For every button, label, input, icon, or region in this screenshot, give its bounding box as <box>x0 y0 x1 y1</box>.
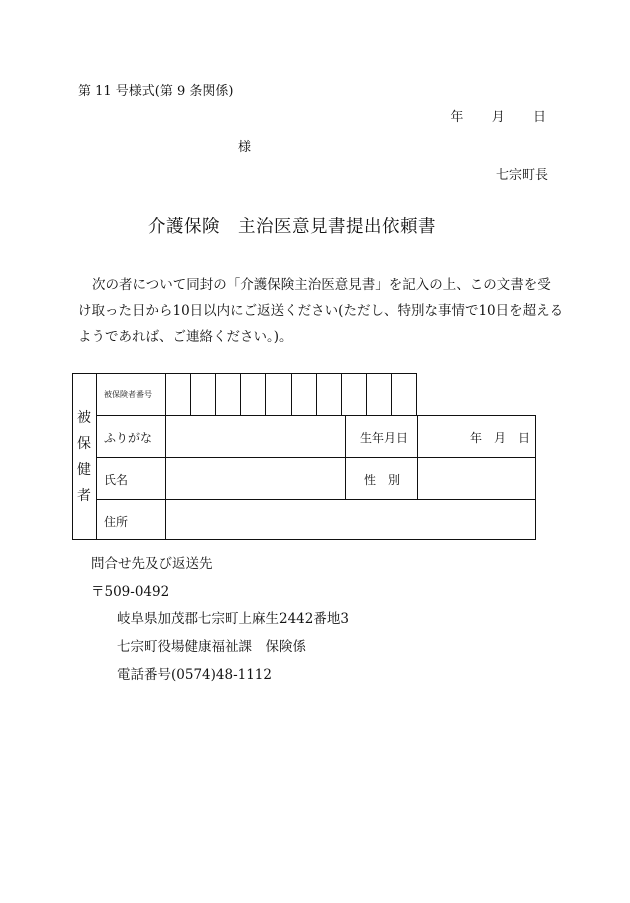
insured-person-side-label <box>72 373 96 540</box>
date-year-label: 年 <box>450 110 464 125</box>
body-line-3: ようであれば、ご連絡ください。)。 <box>78 329 293 345</box>
contact-department: 七宗町役場健康福祉課 保険係 <box>117 639 306 655</box>
date-day-label: 日 <box>532 110 546 125</box>
document-title: 介護保険 主治医意見書提出依頼書 <box>148 217 436 237</box>
furigana-label: ふりがな <box>104 431 153 445</box>
gender-label: 性 別 <box>364 473 401 487</box>
name-label: 氏名 <box>104 473 129 487</box>
body-line-2: け取った日から10日以内にご返送ください(ただし、特別な事情で10日を超える <box>78 303 564 319</box>
insured-person-table <box>72 373 536 540</box>
contact-address: 岐阜県加茂郡七宗町上麻生2442番地3 <box>117 611 349 627</box>
birth-year-label: 年 <box>470 431 483 445</box>
sender: 七宗町長 <box>495 168 548 183</box>
contact-postal: 〒509-0492 <box>91 584 170 600</box>
body-line-1: 次の者について同封の「介護保険主治医意見書」を記入の上、この文書を受 <box>92 277 551 293</box>
contact-phone: 電話番号(0574)48-1112 <box>117 667 272 683</box>
issue-date <box>450 106 546 125</box>
side-char-4: 者 <box>77 487 91 504</box>
side-char-2: 保 <box>77 435 91 452</box>
address-label: 住所 <box>104 515 129 529</box>
insured-number-label: 被保険者番号 <box>104 390 152 399</box>
side-char-1: 被 <box>77 409 91 426</box>
birth-day-label: 日 <box>518 431 531 445</box>
addressee-suffix: 様 <box>238 140 252 155</box>
form-number: 第 11 号様式(第 9 条関係) <box>78 84 234 99</box>
contact-heading: 問合せ先及び返送先 <box>91 556 213 572</box>
body-text <box>78 272 564 350</box>
birthdate-label: 生年月日 <box>360 431 409 445</box>
birth-month-label: 月 <box>494 431 507 445</box>
side-char-3: 健 <box>77 461 91 478</box>
date-month-label: 月 <box>491 110 505 125</box>
